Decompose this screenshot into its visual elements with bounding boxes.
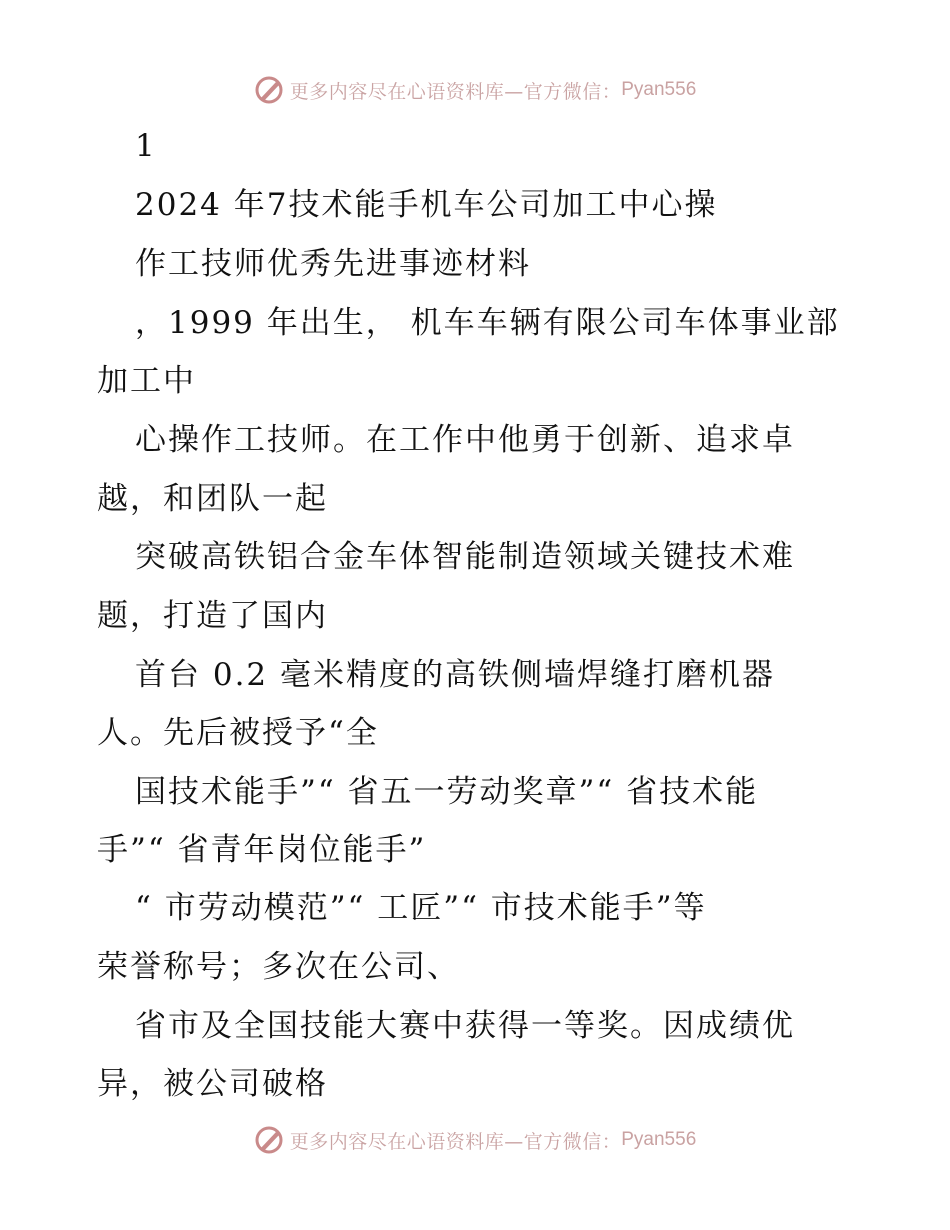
watermark-header [0, 70, 950, 110]
text-line: 1 [135, 128, 157, 164]
text-line: 省市及全国技能大赛中获得一等奖。因成绩优 [135, 1008, 795, 1044]
text-line: 突破高铁铝合金车体智能制造领域关键技术难 [135, 539, 795, 575]
text-line: 异，被公司破格 [97, 1066, 328, 1102]
text-line: 心操作工技师。在工作中他勇于创新、追求卓 [135, 422, 795, 458]
text-line: 荣誉称号；多次在公司、 [97, 949, 460, 985]
text-line: 手”“ 省青年岗位能手” [97, 832, 427, 868]
text-line: 题，打造了国内 [97, 598, 328, 634]
pen-logo-icon [254, 1125, 284, 1155]
watermark-wechat-id: Pyan556 [621, 1129, 697, 1150]
watermark-text: 更多内容尽在心语资料库—官方微信： [289, 80, 622, 103]
text-line: ，1999 年出生， 机车车辆有限公司车体事业部 [135, 305, 840, 341]
watermark-text: 更多内容尽在心语资料库—官方微信： [289, 1130, 622, 1153]
text-line: 国技术能手”“ 省五一劳动奖章”“ 省技术能 [135, 774, 759, 810]
watermark-footer [0, 1120, 950, 1160]
watermark-wechat-id: Pyan556 [621, 79, 697, 100]
pen-logo-icon [254, 75, 284, 105]
text-line: 越，和团队一起 [97, 481, 328, 517]
text-line: 首台 0.2 毫米精度的高铁侧墙焊缝打磨机器 [135, 657, 776, 693]
text-line: 人。先后被授予“全 [97, 715, 379, 751]
text-line: “ 市劳动模范”“ 工匠”“ 市技术能手”等 [135, 890, 707, 926]
text-line: 作工技师优秀先进事迹材料 [135, 246, 531, 282]
text-line: 2024 年7技术能手机车公司加工中心操 [135, 187, 718, 223]
text-line: 加工中 [97, 363, 196, 399]
